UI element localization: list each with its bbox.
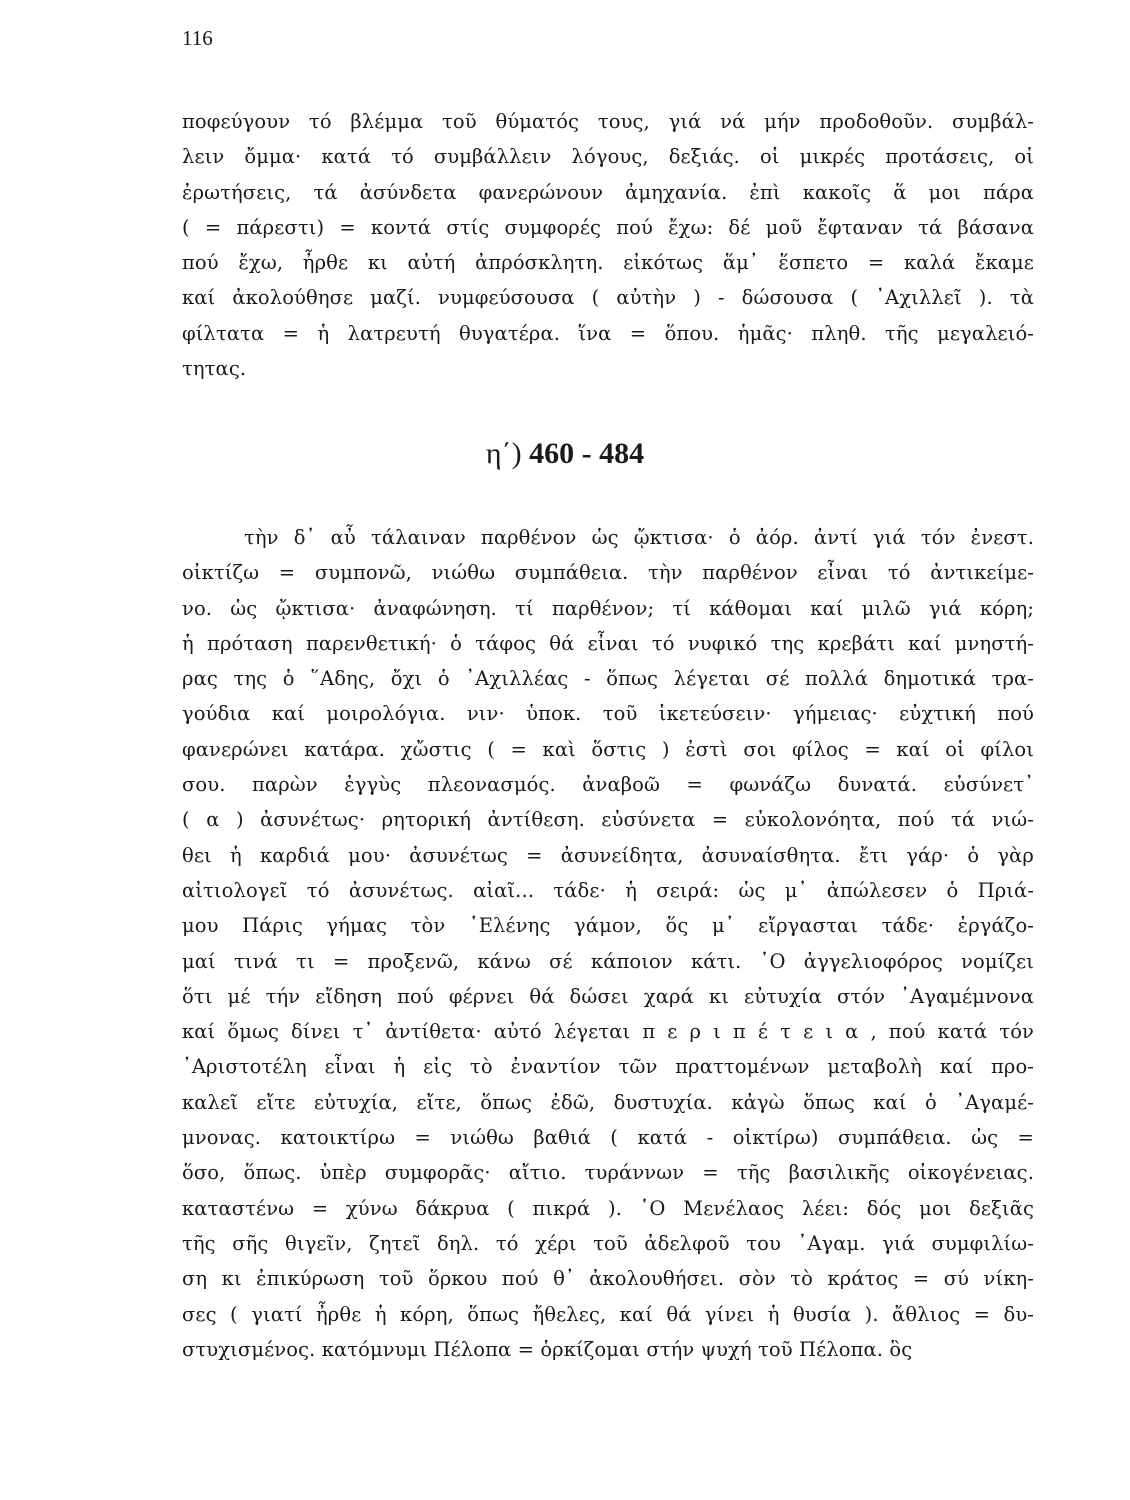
commentary-paragraph-top [182, 104, 1034, 386]
text-line: σου. παρὼν ἐγγὺς πλεονασμός. ἀναβοῶ = φωνάζω δυνατά. εὐσύνετ᾽ [182, 773, 1034, 797]
text-line: θει ἡ καρδιά μου· ἀσυνέτως = ἀσυνείδητα, ἀσυναίσθητα. ἔτι γάρ· ὁ γὰρ [182, 843, 1034, 867]
section-range: 460 - 484 [529, 437, 645, 470]
text-line: αἰτιολογεῖ τό ἀσυνέτως. αἰαῖ... τάδε· ἡ σειρά: ὡς μ᾽ ἀπώλεσεν ὁ Πριά- [182, 878, 1034, 902]
section-label: η΄) [485, 437, 530, 470]
text-line: νο. ὡς ᾤκτισα· ἀναφώνηση. τί παρθένον; τί κάθομαι καί μιλῶ γιά κόρη; [182, 596, 1034, 620]
text-line: ποφεύγουν τό βλέμμα τοῦ θύματός τους, γιά νά μήν προδοθοῦν. συμβάλ- [182, 110, 1034, 133]
text-line: μνονας. κατοικτίρω = νιώθω βαθιά ( κατά - οἰκτίρω) συμπάθεια. ὡς = [182, 1126, 1034, 1150]
text-line: ὅτι μέ τήν εἴδηση πού φέρνει θά δώσει χαρά κι εὐτυχία στόν ᾽Αγαμέμνονα [182, 984, 1034, 1008]
text-line: τητας. [182, 357, 247, 381]
text-line: ἐρωτήσεις, τά ἀσύνδετα φανερώνουν ἀμηχανία. ἐπὶ κακοῖς ἅ μοι πάρα [182, 180, 1034, 204]
text-line: μου Πάρις γήμας τὸν ῾Ελένης γάμον, ὅς μ᾽ εἴργασται τάδε· ἐργάζο- [182, 914, 1034, 938]
text-line: οἰκτίζω = συμπονῶ, νιώθω συμπάθεια. τὴν παρθένον εἶναι τό ἀντικείμε- [182, 561, 1034, 585]
text-line: φανερώνει κατάρα. χὤστις ( = καὶ ὅστις ) ἐστὶ σοι φίλος = καί οἱ φίλοι [182, 737, 1034, 761]
text-line: ( = πάρεστι) = κοντά στίς συμφορές πού ἔχω: δέ μοῦ ἔφταναν τά βάσανα [182, 215, 1034, 239]
text-line: μαί τινά τι = προξενῶ, κάνω σέ κάποιον κάτι. ῾Ο ἀγγελιοφόρος νομίζει [182, 949, 1034, 973]
text-line: ( α ) ἀσυνέτως· ρητορική ἀντίθεση. εὐσύνετα = εὐκολονόητα, πού τά νιώ- [182, 808, 1034, 832]
text-line: καί ὅμως δίνει τ᾽ ἀντίθετα· αὐτό λέγεται π ε ρ ι π έ τ ε ι α , πού κατά τόν [182, 1020, 1034, 1044]
text-line: ἡ πρόταση παρενθετική· ὁ τάφος θά εἶναι τό νυφικό της κρεβάτι καί μνηστή- [182, 631, 1034, 655]
section-heading [0, 437, 1130, 471]
text-line: τῆς σῆς θιγεῖν, ζητεῖ δηλ. τό χέρι τοῦ ἀδελφοῦ του ᾽Αγαμ. γιά συμφιλίω- [182, 1231, 1034, 1255]
text-line: ρας της ὁ ῞Αδης, ὄχι ὁ ᾽Αχιλλέας - ὅπως λέγεται σέ πολλά δημοτικά τρα- [182, 667, 1034, 691]
text-line: καταστένω = χύνω δάκρυα ( πικρά ). ῾Ο Μενέλαος λέει: δός μοι δεξιᾶς [182, 1196, 1034, 1220]
text-line: στυχισμένος. κατόμνυμι Πέλοπα = ὁρκίζομαι στήν ψυχή τοῦ Πέλοπα. ὃς [182, 1337, 913, 1361]
text-line: λειν ὄμμα· κατά τό συμβάλλειν λόγους, δεξιάς. οἱ μικρές προτάσεις, οἱ [182, 145, 1034, 169]
text-line: τὴν δ᾽ αὖ τάλαιναν παρθένον ὡς ᾤκτισα· ὁ ἀόρ. ἀντί γιά τόν ἐνεστ. [244, 526, 1034, 549]
text-line: ὅσο, ὅπως. ὑπὲρ συμφορᾶς· αἴτιο. τυράννων = τῆς βασιλικῆς οἰκογένειας. [182, 1161, 1034, 1185]
text-line: γούδια καί μοιρολόγια. νιν· ὑποκ. τοῦ ἱκετεύσειν· γήμειας· εὐχτική πού [182, 702, 1034, 726]
text-line: πού ἔχω, ἦρθε κι αὐτή ἀπρόσκλητη. εἰκότως ἅμ᾽ ἕσπετο = καλά ἔκαμε [182, 251, 1034, 275]
page-number: 116 [182, 26, 213, 50]
text-line: καί ἀκολούθησε μαζί. νυμφεύσουσα ( αὐτὴν ) - δώσουσα ( ᾽Αχιλλεῖ ). τὰ [182, 286, 1034, 310]
text-line: ση κι ἐπικύρωση τοῦ ὅρκου πού θ᾽ ἀκολουθήσει. σὸν τὸ κράτος = σύ νίκη- [182, 1267, 1034, 1291]
text-line: φίλτατα = ἡ λατρευτή θυγατέρα. ἵνα = ὅπου. ἡμᾶς· πληθ. τῆς μεγαλειό- [182, 321, 1034, 345]
text-line: καλεῖ εἴτε εὐτυχία, εἴτε, ὅπως ἐδῶ, δυστυχία. κἀγὼ ὅπως καί ὁ ᾽Αγαμέ- [182, 1090, 1034, 1114]
text-line: ᾽Αριστοτέλη εἶναι ἡ εἰς τὸ ἐναντίον τῶν πραττομένων μεταβολὴ καί προ- [182, 1055, 1034, 1079]
text-line: σες ( γιατί ἦρθε ἡ κόρη, ὅπως ἤθελες, καί θά γίνει ἡ θυσία ). ἄθλιος = δυ- [182, 1302, 1034, 1326]
commentary-paragraph-bottom [182, 520, 1034, 1367]
